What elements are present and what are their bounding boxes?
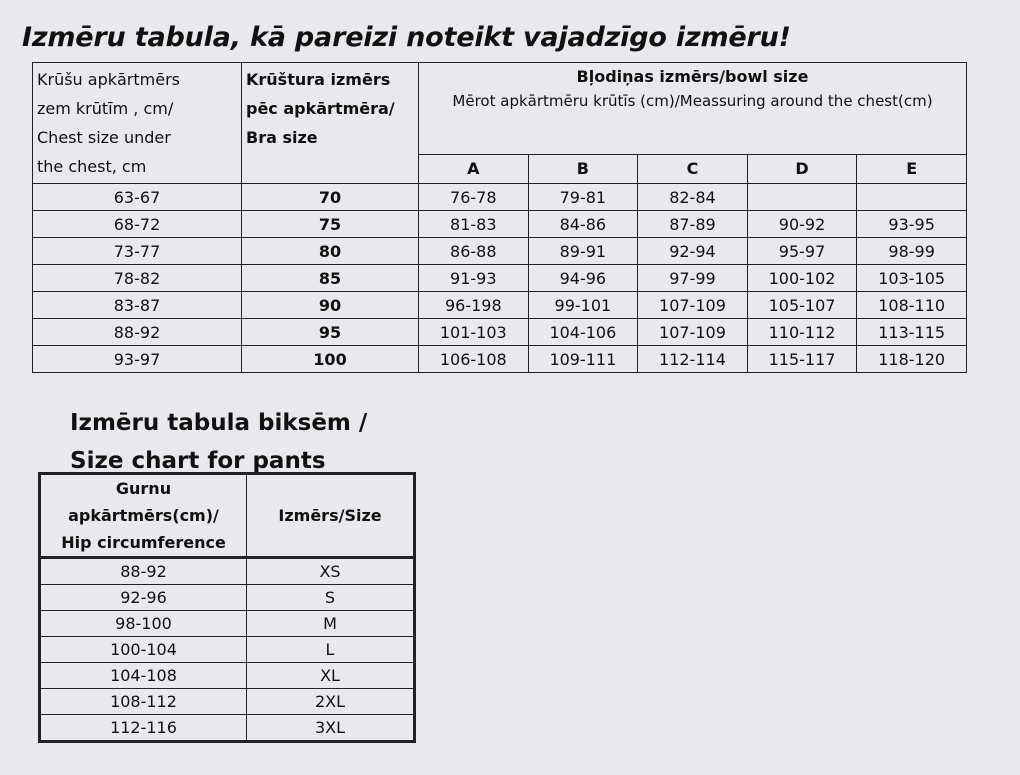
size-cell: XL [247, 663, 415, 689]
band-cell: 80 [242, 238, 419, 265]
band-cell: 95 [242, 319, 419, 346]
cup-cell: 89-91 [528, 238, 638, 265]
header-bra-line: Bra size [246, 128, 318, 147]
table-row [40, 637, 415, 663]
table-row [40, 611, 415, 637]
header-cup-size [419, 63, 967, 155]
page-title: Izmēru tabula, kā pareizi noteikt vajadzīgo izmēru! [22, 22, 791, 53]
band-cell: 90 [242, 292, 419, 319]
table-row [40, 585, 415, 611]
cup-cell: 92-94 [638, 238, 748, 265]
cup-cell: 104-106 [528, 319, 638, 346]
size-cell: L [247, 637, 415, 663]
cup-cell: 118-120 [857, 346, 967, 373]
pants-title-line: Izmēru tabula biksēm / [70, 410, 368, 436]
cup-size-subtitle: Mērot apkārtmēru krūtīs (cm)/Meassuring around the chest(cm) [452, 92, 933, 110]
chest-cell: 93-97 [33, 346, 242, 373]
table-row [33, 319, 967, 346]
table-row [40, 715, 415, 742]
header-chest-size [33, 63, 242, 184]
cup-letter-c: C [638, 154, 748, 183]
cup-cell: 87-89 [638, 211, 748, 238]
hip-cell: 98-100 [40, 611, 247, 637]
table-row [40, 663, 415, 689]
table-row [33, 211, 967, 238]
cup-cell: 91-93 [419, 265, 529, 292]
size-cell: 3XL [247, 715, 415, 742]
cup-cell: 97-99 [638, 265, 748, 292]
cup-cell: 84-86 [528, 211, 638, 238]
cup-cell: 94-96 [528, 265, 638, 292]
cup-size-title: Bļodiņas izmērs/bowl size [576, 67, 809, 86]
header-chest-line: the chest, cm [37, 157, 147, 176]
cup-cell [857, 184, 967, 211]
cup-letter-a: A [419, 154, 529, 183]
chest-cell: 83-87 [33, 292, 242, 319]
header-bra-line: pēc apkārtmēra/ [246, 99, 395, 118]
cup-cell: 109-111 [528, 346, 638, 373]
band-cell: 100 [242, 346, 419, 373]
pants-size-table [38, 472, 416, 743]
hip-cell: 112-116 [40, 715, 247, 742]
hip-cell: 100-104 [40, 637, 247, 663]
cup-cell: 110-112 [747, 319, 857, 346]
cup-cell: 107-109 [638, 319, 748, 346]
header-pants-size: Izmērs/Size [247, 474, 415, 558]
header-hip-line: Hip circumference [61, 533, 226, 552]
hip-cell: 88-92 [40, 558, 247, 585]
hip-cell: 92-96 [40, 585, 247, 611]
table-row [33, 346, 967, 373]
table-row [33, 238, 967, 265]
cup-cell: 81-83 [419, 211, 529, 238]
size-cell: XS [247, 558, 415, 585]
cup-cell: 100-102 [747, 265, 857, 292]
table-row [33, 265, 967, 292]
chest-cell: 73-77 [33, 238, 242, 265]
header-hip-line: apkārtmērs(cm)/ [68, 506, 219, 525]
cup-cell: 105-107 [747, 292, 857, 319]
cup-letter-d: D [747, 154, 857, 183]
cup-cell: 79-81 [528, 184, 638, 211]
header-bra-line: Krūštura izmērs [246, 70, 391, 89]
header-hip-circumference [40, 474, 247, 558]
cup-cell: 86-88 [419, 238, 529, 265]
cup-cell: 101-103 [419, 319, 529, 346]
cup-cell: 98-99 [857, 238, 967, 265]
band-cell: 75 [242, 211, 419, 238]
table-row [33, 292, 967, 319]
band-cell: 85 [242, 265, 419, 292]
cup-cell: 113-115 [857, 319, 967, 346]
cup-cell: 103-105 [857, 265, 967, 292]
pants-table-header-row [40, 474, 415, 558]
chest-cell: 78-82 [33, 265, 242, 292]
header-hip-line: Gurnu [115, 479, 172, 498]
header-chest-line: Krūšu apkārtmērs [37, 70, 180, 89]
cup-cell: 93-95 [857, 211, 967, 238]
pants-title-line: Size chart for pants [70, 448, 326, 474]
size-cell: M [247, 611, 415, 637]
chest-cell: 88-92 [33, 319, 242, 346]
table-row [33, 184, 967, 211]
cup-cell: 76-78 [419, 184, 529, 211]
cup-cell: 106-108 [419, 346, 529, 373]
cup-cell [747, 184, 857, 211]
cup-letter-e: E [857, 154, 967, 183]
size-cell: S [247, 585, 415, 611]
hip-cell: 108-112 [40, 689, 247, 715]
cup-cell: 107-109 [638, 292, 748, 319]
cup-cell: 95-97 [747, 238, 857, 265]
cup-cell: 112-114 [638, 346, 748, 373]
cup-cell: 99-101 [528, 292, 638, 319]
pants-size-title [70, 404, 367, 480]
header-chest-line: Chest size under [37, 128, 171, 147]
cup-cell: 96-198 [419, 292, 529, 319]
table-row [40, 689, 415, 715]
table-row [40, 558, 415, 585]
cup-cell: 82-84 [638, 184, 748, 211]
hip-cell: 104-108 [40, 663, 247, 689]
header-chest-line: zem krūtīm , cm/ [37, 99, 174, 118]
cup-letter-b: B [528, 154, 638, 183]
cup-cell: 90-92 [747, 211, 857, 238]
bra-table-header-row [33, 63, 967, 155]
header-bra-size [242, 63, 419, 184]
band-cell: 70 [242, 184, 419, 211]
bra-size-table [32, 62, 967, 373]
chest-cell: 68-72 [33, 211, 242, 238]
size-cell: 2XL [247, 689, 415, 715]
cup-cell: 108-110 [857, 292, 967, 319]
cup-cell: 115-117 [747, 346, 857, 373]
chest-cell: 63-67 [33, 184, 242, 211]
